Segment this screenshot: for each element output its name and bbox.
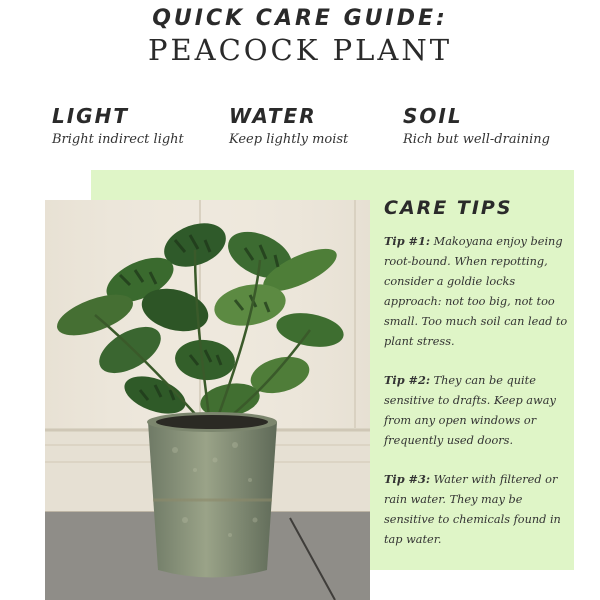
fact-soil: [403, 104, 550, 147]
plant-photo: [45, 200, 370, 600]
plant-illustration: [45, 200, 370, 600]
tip-2-label: Tip #2:: [384, 373, 431, 387]
tip-1-label: Tip #1:: [384, 234, 431, 248]
fact-light-desc: Bright indirect light: [52, 132, 184, 147]
fact-light-title: LIGHT: [52, 104, 129, 128]
guide-pretitle: QUICK CARE GUIDE:: [152, 6, 448, 31]
tip-2-text: They can be quite sensitive to drafts. Keep away from any open windows or frequently used doors.: [384, 374, 556, 447]
fact-water-desc: Keep lightly moist: [229, 132, 349, 147]
fact-light: [52, 104, 184, 147]
fact-soil-desc: Rich but well-draining: [403, 132, 550, 147]
fact-water: [229, 104, 348, 147]
tip-3-text: Water with filtered or rain water. They may be sensitive to chemicals found in tap water.: [384, 473, 561, 546]
tip-1: [384, 231, 572, 352]
tip-1-text: Makoyana enjoy being root-bound. When repotting, consider a goldie locks approach: not too big, not too small. Too much soil can lead to plant stress.: [384, 235, 568, 348]
care-tips-title: CARE TIPS: [384, 197, 513, 219]
tip-2: [384, 370, 572, 451]
fact-soil-title: SOIL: [403, 104, 463, 128]
header: [0, 4, 600, 67]
tip-3-label: Tip #3:: [384, 472, 431, 486]
care-tips: [384, 197, 572, 568]
tip-3: [384, 469, 572, 550]
page-title: PEACOCK PLANT: [147, 33, 453, 67]
fact-water-title: WATER: [229, 104, 317, 128]
